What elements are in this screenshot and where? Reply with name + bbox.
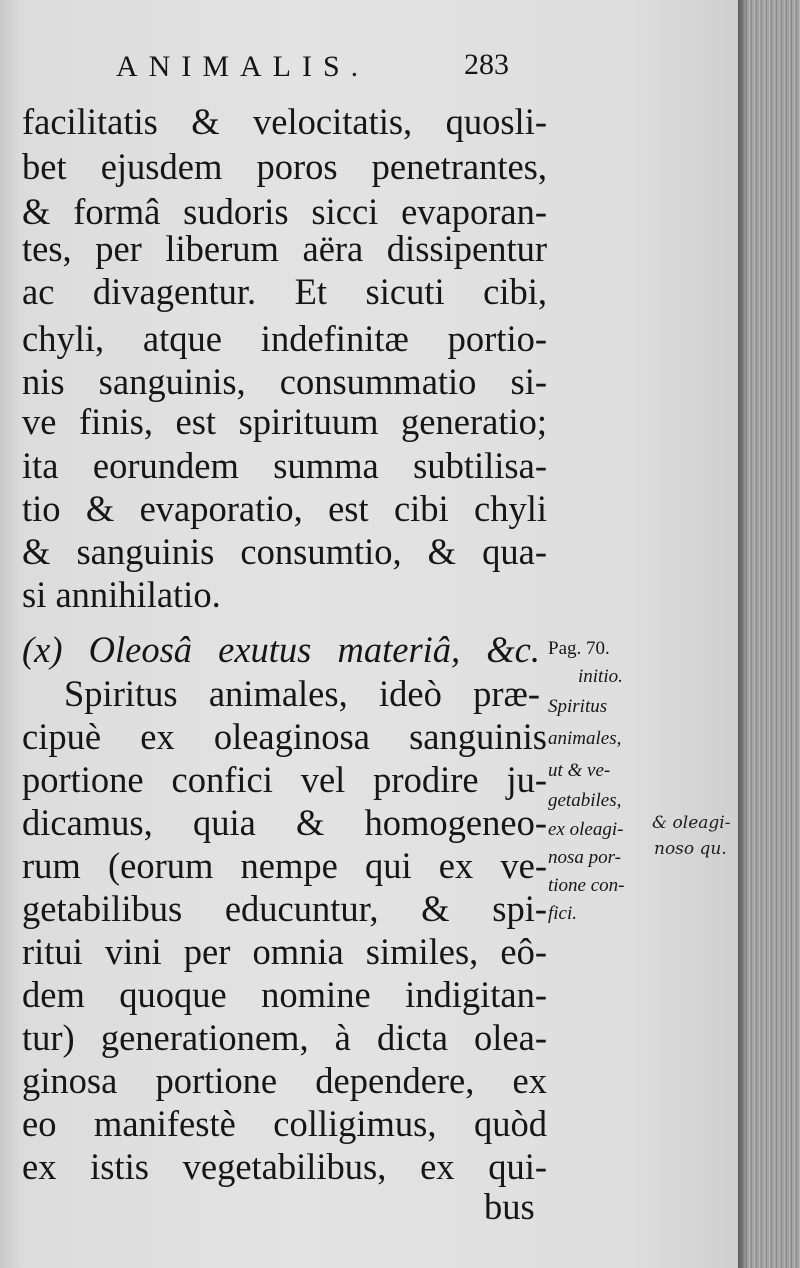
reference-heading: (x) Oleosâ exutus materiâ, &c. [22, 629, 540, 670]
text-line: ritui vini per omnia similes, eô- [22, 931, 547, 972]
margin-note: fici. [548, 903, 578, 924]
text-line: dicamus, quia & homogeneo- [22, 802, 547, 843]
text-line: dem quoque nomine indigitan- [22, 974, 547, 1015]
text-line: nis sanguinis, consummatio si- [22, 361, 547, 402]
text-line: Spiritus animales, ideò præ- [64, 673, 540, 714]
catchword: bus [484, 1186, 535, 1227]
text-line: cipuè ex oleaginosa sanguinis [22, 716, 547, 757]
text-line: tio & evaporatio, est cibi chyli [22, 488, 547, 529]
page-number: 283 [464, 48, 509, 81]
margin-note: ut & ve- [548, 760, 611, 781]
margin-note: ex oleagi- [548, 819, 624, 840]
text-line: chyli, atque indefinitæ portio- [22, 318, 547, 359]
running-title: ANIMALIS. [116, 50, 370, 83]
text-line: rum (eorum nempe qui ex ve- [22, 845, 547, 886]
margin-note: tione con- [548, 875, 625, 896]
text-line: bet ejusdem poros penetrantes, [22, 146, 547, 187]
text-line: tes, per liberum aëra dissipentur [22, 228, 547, 269]
handwritten-annotation: & oleagi- [652, 813, 731, 833]
text-line: & formâ sudoris sicci evaporan- [22, 191, 547, 232]
margin-note: getabiles, [548, 790, 622, 811]
text-line: facilitatis & velocitatis, quosli- [22, 101, 547, 142]
margin-note: nosa por- [548, 847, 621, 868]
margin-note: animales, [548, 728, 622, 749]
book-fore-edge [738, 0, 800, 1268]
text-line: tur) generationem, à dicta olea- [22, 1017, 547, 1058]
handwritten-annotation: noso qu. [654, 839, 727, 859]
running-head [90, 48, 550, 88]
text-line: getabilibus educuntur, & spi- [22, 888, 547, 929]
text-line: ex istis vegetabilibus, ex qui- [22, 1146, 547, 1187]
margin-note: initio. [578, 666, 623, 687]
text-line: si annihilatio. [22, 574, 221, 615]
text-line: & sanguinis consumtio, & qua- [22, 531, 547, 572]
text-line: ac divagentur. Et sicuti cibi, [22, 271, 547, 312]
text-line: eo manifestè colligimus, quòd [22, 1103, 547, 1144]
margin-note: Spiritus [548, 696, 608, 717]
text-line: ve finis, est spirituum generatio; [22, 401, 547, 442]
margin-note: Pag. 70. [548, 638, 610, 659]
text-line: portione confici vel prodire ju- [22, 759, 547, 800]
text-line: ita eorundem summa subtilisa- [22, 445, 547, 486]
text-line: ginosa portione dependere, ex [22, 1060, 547, 1101]
gutter-shadow [738, 0, 748, 1268]
